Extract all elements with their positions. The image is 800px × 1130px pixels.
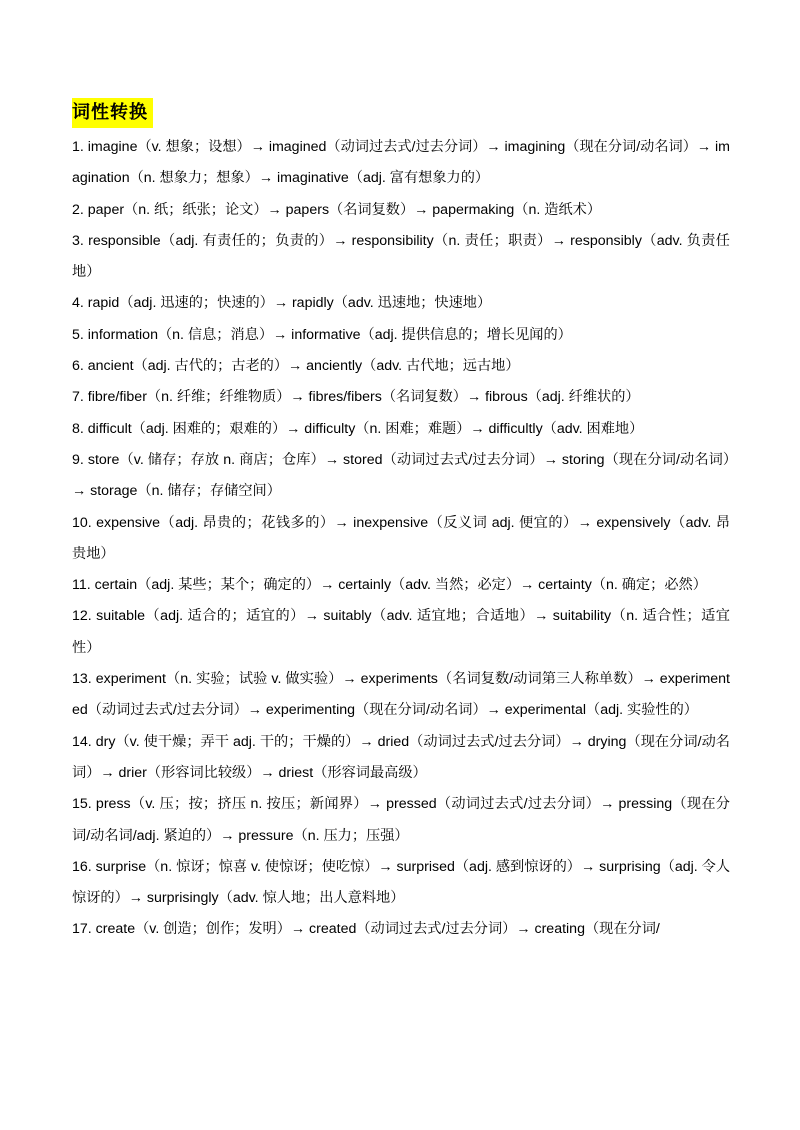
list-item: 1. imagine（v. 想象；设想）→ imagined（动词过去式/过去分词）→ imagining（现在分词/动名词）→ imagination（n. 想象力；想象）→ imaginative（adj. 富有想象力的） [72, 139, 730, 187]
list-item: 10. expensive（adj. 昂贵的；花钱多的）→ inexpensive（反义词 adj. 便宜的）→ expensively（adv. 昂贵地） [72, 514, 730, 562]
list-item: 2. paper（n. 纸；纸张；论文）→ papers（名词复数）→ papermaking（n. 造纸术） [72, 201, 602, 218]
word-list [72, 132, 730, 946]
list-item: 8. difficult（adj. 困难的；艰难的）→ difficulty（n. 困难；难题）→ difficultly（adv. 困难地） [72, 420, 644, 437]
list-item: 3. responsible（adj. 有责任的；负责的）→ responsibility（n. 责任；职责）→ responsibly（adv. 负责任地） [72, 232, 730, 281]
section-title: 词性转换 [72, 98, 153, 128]
list-item: 7. fibre/fiber（n. 纤维；纤维物质）→ fibres/fibers（名词复数）→ fibrous（adj. 纤维状的） [72, 389, 640, 406]
list-item: 6. ancient（adj. 古代的；古老的）→ anciently（adv. 古代地；远古地） [72, 358, 520, 375]
list-item: 4. rapid（adj. 迅速的；快速的）→ rapidly（adv. 迅速地；快速地） [72, 295, 492, 312]
list-item: 12. suitable（adj. 适合的；适宜的）→ suitably（adv. 适宜地；合适地）→ suitability（n. 适合性；适宜性） [72, 608, 730, 656]
list-item: 15. press（v. 压；按；挤压 n. 按压；新闻界）→ pressed（动词过去式/过去分词）→ pressing（现在分词/动名词/adj. 紧迫的）→ pressure（n. 压力；压强） [72, 796, 730, 844]
list-item: 14. dry（v. 使干燥；弄干 adj. 干的；干燥的）→ dried（动词过去式/过去分词）→ drying（现在分词/动名词）→ drier（形容词比较级）→ driest（形容词最高级） [72, 733, 730, 781]
list-item: 17. create（v. 创造；创作；发明）→ created（动词过去式/过去分词）→ creating（现在分词/ [72, 921, 660, 938]
list-item: 11. certain（adj. 某些；某个；确定的）→ certainly（adv. 当然；必定）→ certainty（n. 确定；必然） [72, 577, 707, 594]
list-item: 5. information（n. 信息；消息）→ informative（adj. 提供信息的；增长见闻的） [72, 326, 572, 343]
list-item: 16. surprise（n. 惊讶；惊喜 v. 使惊讶；使吃惊）→ surprised（adj. 感到惊讶的）→ surprising（adj. 令人惊讶的）→ surprisingly（adv. 惊人地；出人意料地） [72, 858, 731, 907]
list-item: 9. store（v. 储存；存放 n. 商店；仓库）→ stored（动词过去式/过去分词）→ storing（现在分词/动名词）→ storage（n. 储存；存储空间） [72, 451, 730, 500]
list-item: 13. experiment（n. 实验；试验 v. 做实验）→ experiments（名词复数/动词第三人称单数）→ experimented（动词过去式/过去分词）→ experimenting（现在分词/动名词）→ experimental（adj. 实验性的） [72, 671, 730, 719]
